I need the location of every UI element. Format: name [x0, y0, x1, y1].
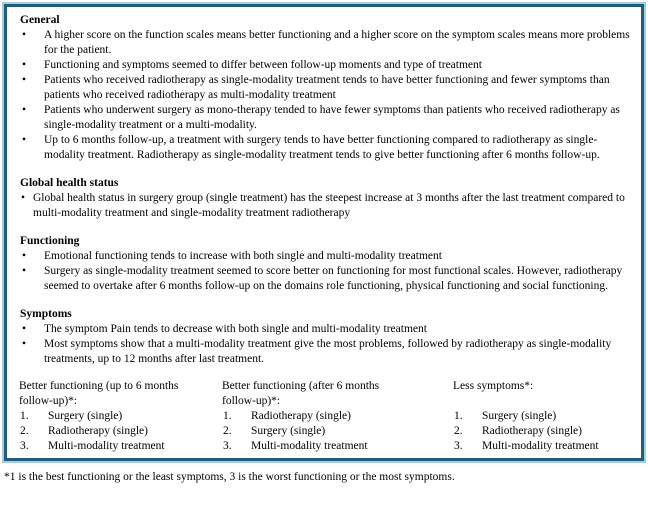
summary-box [4, 4, 644, 461]
section-heading-symptoms: Symptoms [20, 308, 72, 320]
rank-number: 2. [20, 425, 29, 437]
bullet-icon [19, 337, 44, 352]
rank-label: Radiotherapy (single) [482, 425, 582, 437]
ranking-column-header: Better functioning (after 6 months follow-up)*: [222, 380, 380, 407]
rank-number: 3. [454, 440, 463, 452]
bullet-item [19, 322, 631, 337]
bullet-text: Most symptoms show that a multi-modality treatment give the most problems, followed by radiotherapy as single-modality treatments, up to 12 months after last treatment. [44, 338, 612, 365]
bullet-item [19, 58, 631, 73]
bullet-item [19, 28, 631, 58]
ranking-item [453, 409, 631, 424]
bullet-text: Surgery as single-modality treatment seemed to score better on functioning for most functional scales. However, radiotherapy seemed to overtake after 6 months follow-up on the domains role functioning, physical functioning and social functioning. [44, 265, 623, 292]
ranking-item [453, 424, 631, 439]
rank-number: 1. [454, 410, 463, 422]
ranking-column-less-symptoms [453, 379, 631, 454]
bullet-icon [19, 28, 44, 43]
ranking-item [222, 424, 453, 439]
rank-number: 3. [223, 440, 232, 452]
rank-label: Radiotherapy (single) [48, 425, 148, 437]
bullet-icon [19, 73, 44, 88]
bullet-text: Patients who underwent surgery as mono-therapy tended to have fewer symptoms than patients who received radiotherapy as single-modality treatment or a multi-modality. [44, 104, 620, 131]
ranking-column-header: Better functioning (up to 6 months follow-up)*: [19, 380, 179, 407]
ranking-column-better-functioning-up-to-6-months [19, 379, 222, 454]
ranking-column-better-functioning-after-6-months [222, 379, 453, 454]
ranking-item [19, 424, 222, 439]
bullet-icon [19, 264, 44, 279]
bullet-icon [19, 322, 44, 337]
section-general [19, 13, 631, 163]
ranking-column-header: Less symptoms*: [453, 380, 534, 392]
bullet-text: Up to 6 months follow-up, a treatment with surgery tends to have better functioning compared to radiotherapy as single-modality treatment. Radiotherapy as single-modality treatment tends to give better functioning after 6 months follow-up. [44, 134, 600, 161]
section-heading-functioning: Functioning [20, 235, 80, 247]
bullet-item [19, 73, 631, 103]
bullet-icon [19, 191, 33, 206]
rank-label: Surgery (single) [251, 425, 326, 437]
bullet-text: Emotional functioning tends to increase with both single and multi-modality treatment [44, 250, 442, 262]
section-heading-global-health-status: Global health status [20, 177, 119, 189]
bullet-item [19, 264, 631, 294]
rank-number: 1. [20, 410, 29, 422]
bullet-item [19, 249, 631, 264]
rank-label: Multi-modality treatment [48, 440, 165, 452]
rank-number: 3. [20, 440, 29, 452]
ranking-item [453, 439, 631, 454]
ranking-item [19, 409, 222, 424]
rank-label: Surgery (single) [48, 410, 123, 422]
bullet-text: Patients who received radiotherapy as single-modality treatment tends to have better functioning and fewer symptoms than patients who received radiotherapy as multi-modality treatment [44, 74, 610, 101]
section-heading-general: General [20, 14, 60, 26]
rank-number: 2. [454, 425, 463, 437]
rank-number: 1. [223, 410, 232, 422]
ranking-item [222, 409, 453, 424]
section-global-health-status [19, 176, 631, 221]
rank-label: Radiotherapy (single) [251, 410, 351, 422]
ranking-columns [19, 379, 631, 454]
bullet-text: Functioning and symptoms seemed to differ between follow-up moments and type of treatment [44, 59, 482, 71]
bullet-icon [19, 58, 44, 73]
rank-label: Surgery (single) [482, 410, 557, 422]
rank-label: Multi-modality treatment [251, 440, 368, 452]
bullet-text: The symptom Pain tends to decrease with both single and multi-modality treatment [44, 323, 427, 335]
bullet-item [19, 133, 631, 163]
bullet-icon [19, 133, 44, 148]
bullet-icon [19, 249, 44, 264]
footnote: *1 is the best functioning or the least symptoms, 3 is the worst functioning or the most symptoms. [4, 471, 455, 483]
bullet-text: Global health status in surgery group (single treatment) has the steepest increase at 3 months after the last treatment compared to multi-modality treatment and single-modality treatment radiotherapy [33, 192, 625, 219]
bullet-item [19, 103, 631, 133]
bullet-icon [19, 103, 44, 118]
ranking-item [19, 439, 222, 454]
rank-label: Multi-modality treatment [482, 440, 599, 452]
bullet-item [19, 337, 631, 367]
section-functioning [19, 234, 631, 294]
ranking-item [222, 439, 453, 454]
section-symptoms [19, 307, 631, 367]
rank-number: 2. [223, 425, 232, 437]
bullet-text: A higher score on the function scales means better functioning and a higher score on the symptom scales means more problems for the patient. [44, 29, 630, 56]
bullet-item [19, 191, 631, 221]
